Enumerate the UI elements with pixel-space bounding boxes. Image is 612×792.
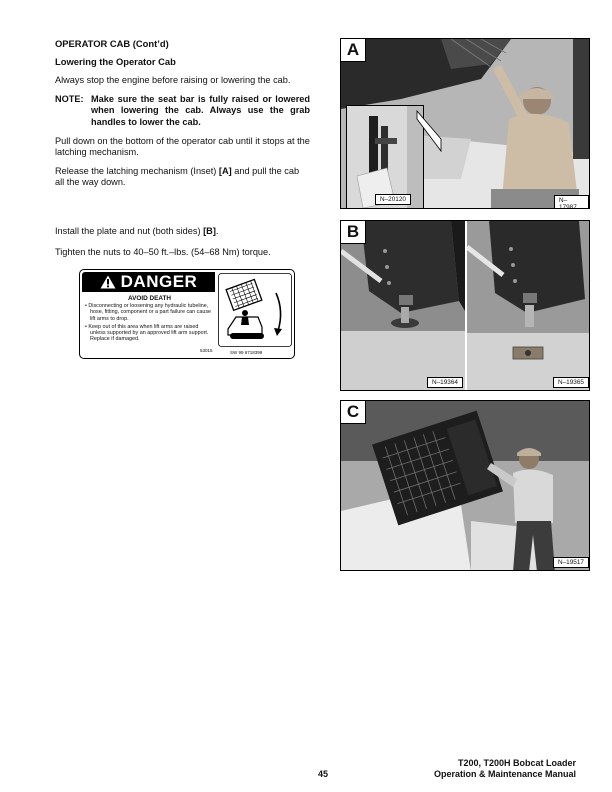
paragraph-stop-engine: Always stop the engine before raising or lowering the cab. bbox=[55, 74, 291, 85]
section-heading: OPERATOR CAB (Cont’d) bbox=[55, 38, 169, 49]
manual-title bbox=[434, 758, 576, 780]
figure-a-photo bbox=[340, 38, 590, 209]
decal-code: 53015 bbox=[200, 348, 213, 353]
figure-a-label: N–17987 bbox=[554, 195, 589, 209]
note-label: NOTE: bbox=[55, 94, 84, 105]
note bbox=[55, 94, 310, 128]
figure-c-letter: C bbox=[341, 401, 366, 424]
figure-c-photo bbox=[340, 400, 590, 571]
figure-b-left-illustration bbox=[341, 221, 465, 391]
danger-bullets bbox=[84, 303, 215, 344]
note-text: Make sure the seat bar is fully raised or lowered when lowering the cab. Always use the grab handles to lower the cab. bbox=[91, 94, 310, 127]
decal-part-number: SW 99 6718399 bbox=[230, 350, 263, 355]
figure-ref-b: [B] bbox=[203, 226, 216, 236]
paragraph-install-plate: Install the plate and nut (both sides) [B]. bbox=[55, 226, 219, 236]
warning-triangle-icon bbox=[100, 275, 116, 289]
install-instructions bbox=[55, 226, 310, 268]
danger-decal bbox=[79, 269, 295, 359]
manual-title-line2: Operation & Maintenance Manual bbox=[433, 768, 576, 779]
manual-title-line1: T200, T200H Bobcat Loader bbox=[457, 758, 576, 768]
sub-heading: Lowering the Operator Cab bbox=[55, 56, 176, 68]
paragraph-torque: Tighten the nuts to 40–50 ft.–lbs. (54–68 Nm) torque. bbox=[55, 247, 271, 258]
paragraph-pull-down: Pull down on the bottom of the operator cab until it stops at the latching mechanism. bbox=[55, 135, 310, 158]
instruction-column bbox=[55, 38, 310, 197]
inset-pointer bbox=[341, 39, 590, 209]
figure-b-left-label: N–19364 bbox=[427, 377, 463, 388]
figure-a-inset-label: N–20120 bbox=[375, 194, 411, 205]
figure-c-illustration bbox=[341, 401, 590, 571]
figure-b-photo bbox=[340, 220, 590, 391]
danger-bullet: • Disconnecting or loosening any hydraulic tubeline, hose, fitting, component or a part failure can cause lift arms to drop. bbox=[85, 303, 212, 322]
figure-c-label: N–19517 bbox=[553, 557, 589, 568]
danger-title: DANGER bbox=[120, 272, 198, 291]
figure-b-letter: B bbox=[341, 221, 366, 244]
danger-subtitle: AVOID DEATH bbox=[127, 295, 172, 302]
paragraph-release-latch: Release the latching mechanism (Inset) [A] and pull the cab all the way down. bbox=[55, 166, 300, 188]
danger-bullet: • Keep out of this area when lift arms are raised unless supported by an approved lift arm support. Replace if damaged. bbox=[85, 323, 209, 343]
danger-header bbox=[82, 272, 215, 292]
figure-b-right-label: N–19365 bbox=[553, 377, 589, 388]
figure-ref-a: [A] bbox=[218, 166, 232, 177]
figure-b-right-illustration bbox=[467, 221, 590, 391]
crushing-hazard-pictogram bbox=[218, 273, 292, 347]
figure-a-letter: A bbox=[341, 39, 366, 62]
page-number: 45 bbox=[318, 769, 329, 779]
